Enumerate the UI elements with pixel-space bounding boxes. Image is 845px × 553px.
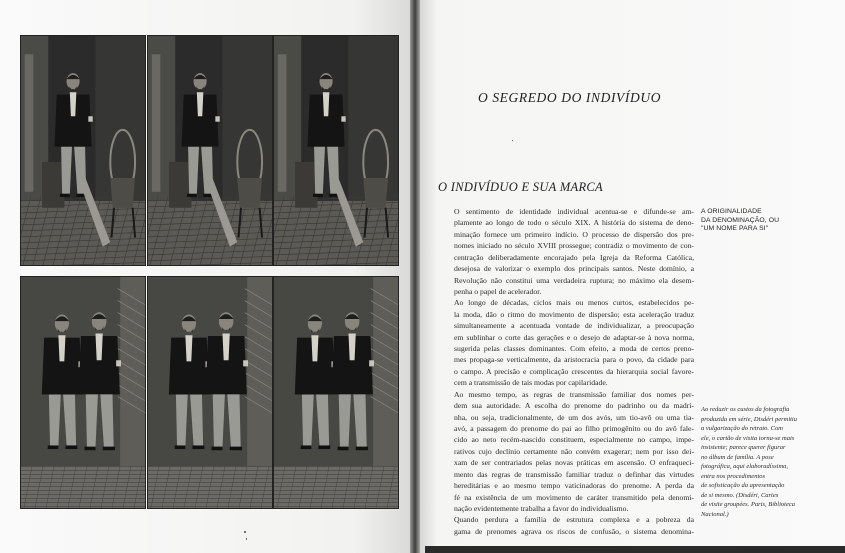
two-men-portrait — [147, 276, 273, 509]
scan-speck — [246, 538, 247, 540]
side-heading-line: DA DENOMINAÇÃO, OU — [701, 216, 780, 224]
text-line: cem a transmissão de tais modas por capilaridade. — [454, 378, 608, 388]
body-text — [438, 206, 694, 537]
two-men-portrait — [20, 276, 146, 509]
paragraph — [438, 206, 694, 297]
paragraph — [438, 389, 694, 515]
text-line: mento das regras de transmissão familiar traduz o definhar das virtudes — [454, 469, 694, 479]
text-line: O sentimento de identidade individual acentua-se e difunde-se am- — [454, 207, 694, 216]
caption-line: Ao reduzir os custos da fotografia — [701, 406, 790, 413]
chapter-title: O SEGREDO DO INDIVÍDUO — [478, 90, 662, 105]
caption-line: insistente; parece querer figurar — [701, 444, 786, 451]
scan-edge — [425, 546, 845, 553]
side-heading-line: "UM NOME PARA SI" — [701, 225, 769, 233]
text-line: Ao mesmo tempo, as regras de transmissão familiar dos nomes per- — [454, 389, 694, 399]
single-man-portrait — [273, 35, 399, 266]
text-line: sugerida pelas classes dominantes. Com efeito, a moda de certos preno- — [454, 344, 694, 354]
text-line: desejosa de valorizar o exemplo dos principais santos. Neste domínio, a — [454, 264, 694, 274]
text-line: o campo. A precisão e complicação crescentes da hierarquia social favore- — [454, 366, 694, 376]
text-line: centração deliberadamente encorajado pela Igreja da Reforma Católica, — [454, 252, 694, 262]
text-line: nação evidentemente trabalha a favor do individualismo. — [454, 503, 629, 513]
caption-line: produzida em série, Disdéri permitiu — [701, 415, 797, 423]
text-line: plamente ao longo de todo o século XIX. A história do sistema de deno- — [454, 218, 694, 228]
text-line: minação fornece um primeiro indício. O processo de dispersão dos pre- — [454, 229, 694, 239]
book-gutter — [410, 0, 420, 553]
text-line: simultaneamente a acentuada vontade de individualizar, a preocupação — [454, 321, 694, 331]
text-line: mes propaga-se verticalmente, da aristocracia para o povo, da cidade para — [454, 355, 694, 365]
text-line: avó, a passagem do prenome do pai ao filho primogênito ou do avô fale- — [454, 424, 694, 434]
text-line: fé na existência de um movimento de caráter transmitido pela denomi- — [454, 492, 694, 502]
caption-line: de si mesmo. (Disdéri, Cartes — [701, 491, 779, 499]
side-heading — [701, 208, 821, 234]
paragraph — [438, 297, 694, 388]
single-man-portrait — [20, 35, 146, 266]
text-line: em sublinhar o corte das gerações e o desejo de adaptar-se à nova norma, — [454, 332, 694, 342]
text-line: dem sua autoridade. A escolha do prenome do padrinho ou da madri- — [454, 401, 694, 411]
text-line: Ao longo de décadas, ciclos mais ou menos curtos, estabelecidos pe- — [454, 298, 694, 308]
text-line: Revolução não constitui uma verdadeira ruptura; no máximo ela desem- — [454, 275, 694, 285]
caption-line: entra nos procedimentos — [701, 472, 766, 480]
text-line: nomes iniciado no século XVIII prossegue; contradiz o movimento de con- — [454, 241, 694, 251]
side-heading-line: A ORIGINALIDADE — [701, 208, 762, 215]
caption-line: no álbum de família. A pose — [701, 453, 774, 461]
caption-line: a vulgarização do retrato. Com — [701, 425, 783, 432]
text-line: penha o papel de acelerador. — [454, 286, 542, 296]
caption-line: Nacional.) — [701, 510, 729, 518]
text-line: hereditárias e ao mesmo tempo vaticinadoras do prenome. A perda da — [454, 481, 694, 491]
text-line: cido ao neto recém-nascido constituem, especialmente no campo, impe- — [454, 435, 694, 445]
caption-line: ele, o cartão de visita torna-se mais — [701, 434, 795, 442]
section-title: O INDIVÍDUO E SUA MARCA — [438, 180, 603, 194]
caption-line: de sofisticação da apresentação — [701, 482, 785, 489]
paragraph — [438, 514, 694, 537]
scan-speck — [244, 531, 246, 533]
text-line: gama de prenomes agrava os riscos de confusão, o sistema denomina- — [454, 526, 694, 536]
single-man-portrait — [147, 35, 273, 266]
text-line: la moda, dão o ritmo do movimento de dispersão; esta aceleração traduz — [454, 309, 694, 319]
text-line: nha, ou seja, tradicionalmente, de um dos avós, um tio-avô ou uma tia- — [454, 412, 694, 422]
caption-line: fotográfica, aqui elaboradíssima, — [701, 463, 789, 470]
caption-line: de visite groupées. Paris, Biblioteca — [701, 501, 795, 508]
text-line: rativos cujo declínio certamente não convém exagerar; nem por isso dei- — [454, 446, 694, 456]
scan-speck — [512, 140, 513, 141]
photo-caption — [701, 405, 811, 519]
text-line: xam de ser contrariados pelas novas práticas em ascensão. O enfraqueci- — [454, 458, 694, 468]
text-line: Quando perdura a família de estrutura complexa e a pobreza da — [454, 515, 694, 525]
two-men-portrait — [273, 276, 399, 509]
